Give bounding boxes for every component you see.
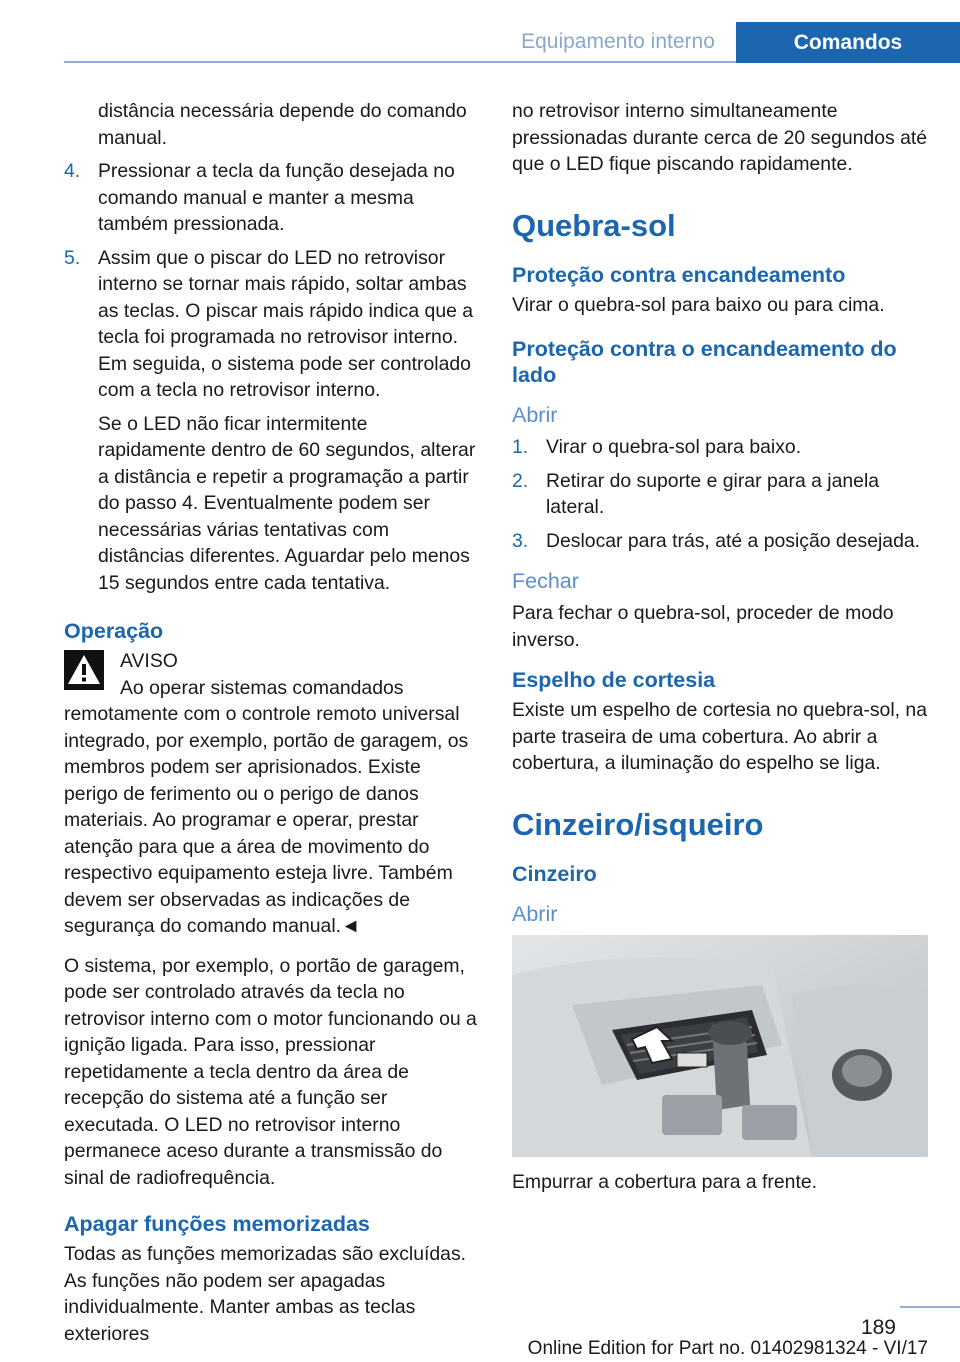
step-number: 3. bbox=[512, 529, 529, 552]
protecao-lado-heading: Proteção contra o encandeamento do lado bbox=[512, 337, 897, 387]
protecao-heading: Proteção contra encandeamento bbox=[512, 262, 846, 287]
list-item bbox=[64, 158, 480, 238]
quebra-sol-heading: Quebra-sol bbox=[512, 207, 676, 243]
list-item bbox=[512, 434, 928, 461]
abrir-heading: Abrir bbox=[512, 403, 558, 427]
header-section: Equipamento interno bbox=[521, 30, 715, 53]
warning-icon bbox=[64, 650, 104, 690]
espelho-heading: Espelho de cortesia bbox=[512, 668, 716, 692]
apagar-text: Todas as funções memorizadas são excluídas. As funções não podem ser apagadas individualmente. Manter ambas as teclas exteriores bbox=[64, 1243, 467, 1345]
espelho-text: Existe um espelho de cortesia no quebra-sol, na parte traseira de uma cobertura. Ao abrir a cobertura, a iluminação do espelho se liga. bbox=[512, 699, 927, 774]
continued-text: distância necessária depende do comando manual. bbox=[98, 100, 467, 149]
figure-caption: Empurrar a cobertura para a frente. bbox=[512, 1170, 818, 1193]
operacao-text: O sistema, por exemplo, o portão de garagem, pode ser controlado através da tecla no retrovisor interno com o motor funcionando ou a ignição ligada. Para isso, pressionar repetidamente a tecla dentro da área de recepção do sistema até a função ser executada. O LED no retrovisor interno permanece aceso durante a transmissão do sinal de radiofrequência. bbox=[64, 954, 477, 1189]
protecao-text: Virar o quebra-sol para baixo ou para cima. bbox=[512, 293, 885, 316]
warning-text bbox=[64, 675, 480, 940]
step-text: Retirar do suporte e girar para a janela lateral. bbox=[546, 469, 880, 518]
left-column bbox=[64, 98, 480, 1360]
fechar-text: Para fechar o quebra-sol, proceder de modo inverso. bbox=[512, 602, 894, 651]
step-text: Pressionar a tecla da função desejada no comando manual e manter a mesma também pressionada. bbox=[98, 160, 455, 235]
step-number: 1. bbox=[512, 436, 529, 458]
apagar-heading: Apagar funções memorizadas bbox=[64, 1212, 370, 1236]
right-column bbox=[512, 98, 928, 1208]
footer-rule bbox=[900, 1306, 960, 1308]
list-item bbox=[512, 468, 928, 521]
cinzeiro-isqueiro-heading: Cinzeiro/isqueiro bbox=[512, 806, 764, 842]
fechar-heading: Fechar bbox=[512, 569, 579, 593]
cinzeiro-heading: Cinzeiro bbox=[512, 861, 597, 886]
header-chapter-tab: Comandos bbox=[736, 22, 960, 63]
ashtray-figure bbox=[512, 935, 928, 1157]
abrir-steps-list bbox=[512, 434, 928, 554]
step-number: 2. bbox=[512, 469, 529, 492]
abrir-cinzeiro-heading: Abrir bbox=[512, 901, 558, 926]
warning-block bbox=[64, 648, 480, 940]
list-item bbox=[512, 528, 928, 555]
step-number: 5. bbox=[64, 246, 81, 269]
operacao-heading: Operação bbox=[64, 619, 164, 643]
ashtray-illustration bbox=[512, 935, 928, 1157]
continued-text: no retrovisor interno simultaneamente pressionadas durante cerca de 20 segundos até que o LED fique piscando rapidamente. bbox=[512, 100, 928, 175]
step-text: Assim que o piscar do LED no retrovisor interno se tornar mais rápido, soltar ambas as teclas. O piscar mais rápido indica que a tecla foi programada no retrovisor interno. Em seguida, o sistema pode ser controlado com a tecla no retrovisor interno. bbox=[98, 246, 474, 401]
step-number: 4. bbox=[64, 160, 81, 182]
warning-body: Ao operar sistemas comandados remotamente com o controle remoto universal integrado, por exemplo, portão de garagem, os membros podem ser aprisionados. Existe perigo de ferimento ou o perigo de danos materiais. Ao programar e operar, prestar atenção para que a área de movimento do respectivo equipamento esteja livre. Também devem ser observadas as indicações de segurança do comando manual.◄ bbox=[64, 676, 469, 937]
steps-list bbox=[64, 158, 480, 404]
step5-extra-text: Se o LED não ficar intermitente rapidamente dentro de 60 segundos, alterar a distância e repetir a programação a partir do passo 4. Eventualmente podem ser necessárias várias tentativas com distâncias diferentes. Aguardar pelo menos 15 segundos entre cada tentativa. bbox=[98, 412, 476, 594]
edition-note: Online Edition for Part no. 01402981324 - VI/17 bbox=[527, 1338, 928, 1359]
page-number: 189 bbox=[860, 1316, 896, 1339]
list-item bbox=[64, 245, 480, 404]
step-text: Virar o quebra-sol para baixo. bbox=[546, 436, 802, 458]
step-text: Deslocar para trás, até a posição desejada. bbox=[546, 529, 921, 552]
warning-label: AVISO bbox=[120, 650, 178, 672]
